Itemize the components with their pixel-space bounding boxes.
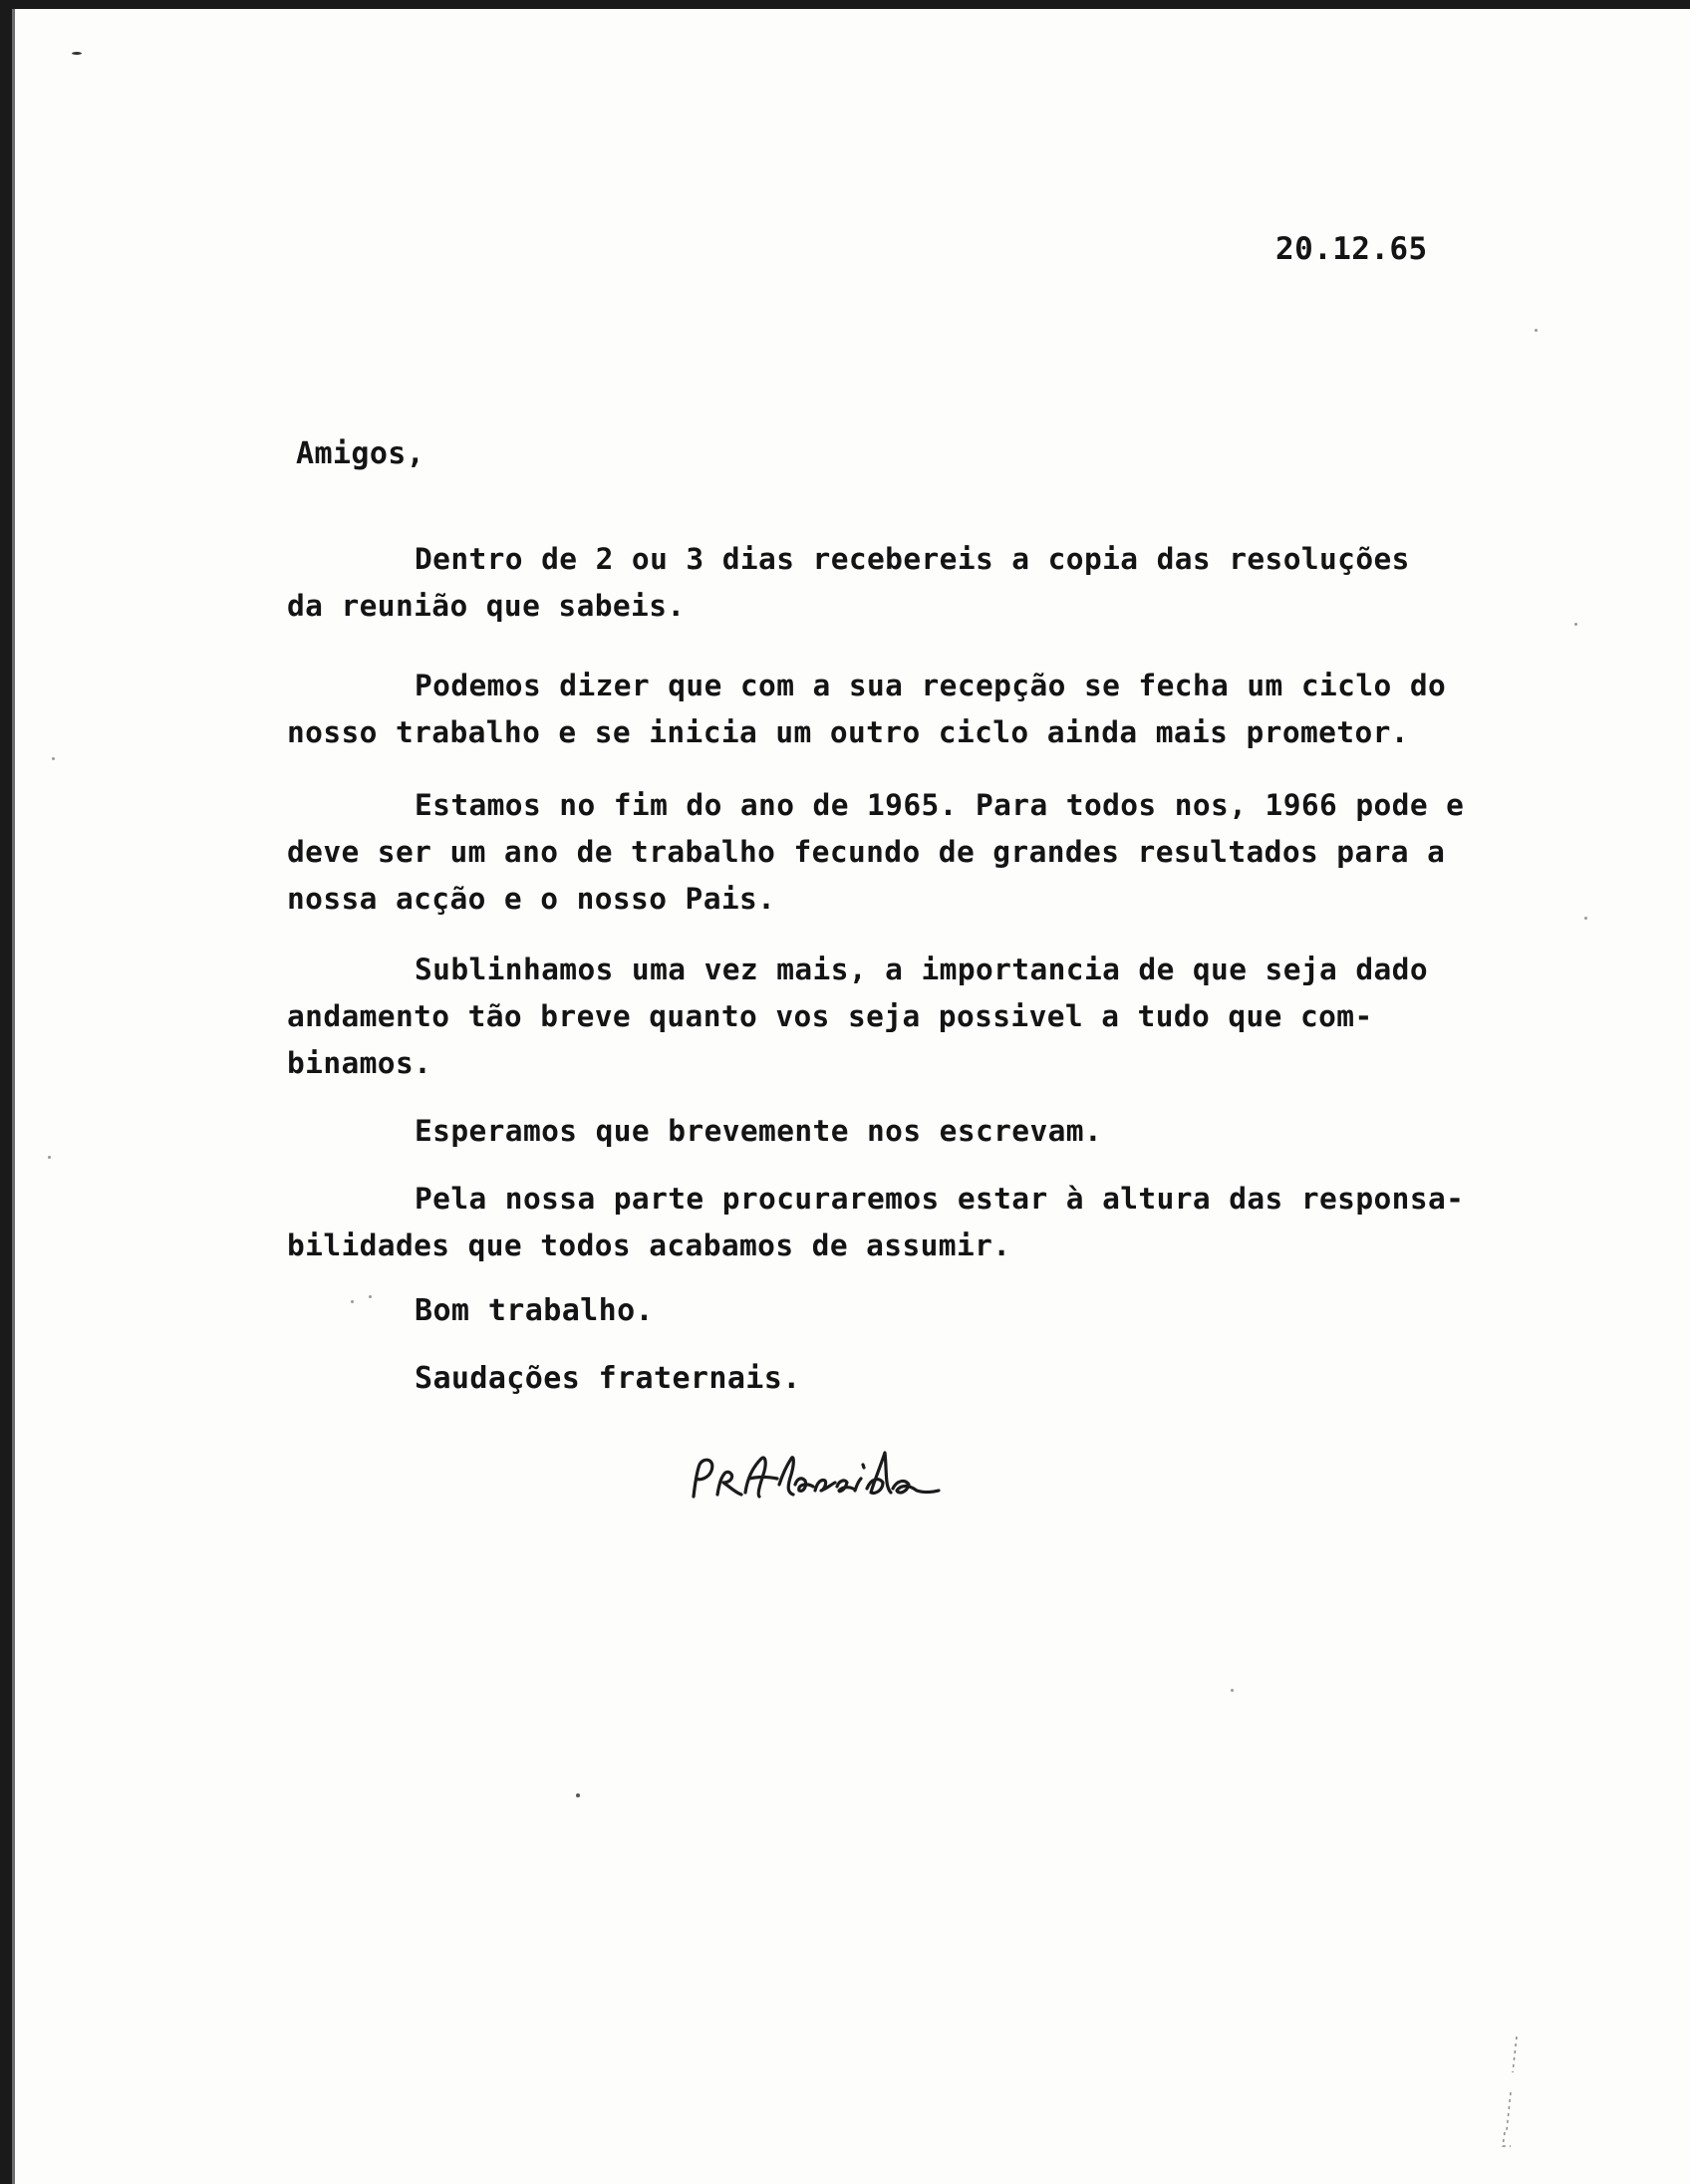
scan-speck [1574,623,1577,626]
paragraph-line: Sublinhamos uma vez mais, a importancia de que seja dado [415,953,1428,986]
paragraph-1 [287,536,1562,630]
paragraph-line: Podemos dizer que com a sua recepção se fecha um ciclo do [415,669,1447,702]
scan-speck [1584,917,1587,920]
paragraph-line: bilidades que todos acabamos de assumir. [287,1228,1011,1262]
paragraph-3 [287,782,1562,923]
scan-edge-top [0,0,1690,9]
scan-edge-left-shadow [12,9,15,2184]
paragraph-line: andamento tão breve quanto vos seja possivel a tudo que com- [287,999,1373,1033]
paragraph-2 [287,663,1562,756]
scan-speck [369,1295,372,1298]
paragraph-line: Pela nossa parte procuraremos estar à altura das responsa- [415,1182,1465,1216]
paragraph-4 [287,947,1562,1087]
letter-date: 20.12.65 [1275,231,1428,267]
scan-speck [1231,1689,1234,1692]
scan-speck [351,1300,354,1303]
paragraph-line: deve ser um ano de trabalho fecundo de grandes resultados para a [287,835,1446,869]
scan-edge-left [0,0,12,2184]
scan-speck [52,757,55,760]
scan-speck [576,1793,580,1797]
paragraph-line: nosso trabalho e se inicia um outro ciclo ainda mais prometor. [287,715,1409,749]
paragraph-6 [287,1176,1562,1269]
scan-speck [1535,329,1538,332]
handwritten-signature [688,1435,947,1514]
paragraph-line: nossa acção e o nosso Pais. [287,882,776,916]
scan-speck [48,1156,51,1159]
closing-greetings: Saudações fraternais. [415,1361,801,1396]
paragraph-line: Esperamos que brevemente nos escrevam. [415,1114,1103,1148]
paragraph-5 [287,1108,1562,1155]
paragraph-line: Dentro de 2 ou 3 dias recebereis a copia das resoluções [415,542,1410,576]
pencil-mark [1495,2033,1525,2152]
paragraph-line: Estamos no fim do ano de 1965. Para todos nos, 1966 pode e [415,788,1465,822]
paragraph-line: da reunião que sabeis. [287,589,686,623]
paragraph-line: binamos. [287,1046,432,1080]
letter-salutation: Amigos, [296,436,425,471]
scan-speck [72,52,82,55]
closing-good-work: Bom trabalho. [415,1293,654,1328]
